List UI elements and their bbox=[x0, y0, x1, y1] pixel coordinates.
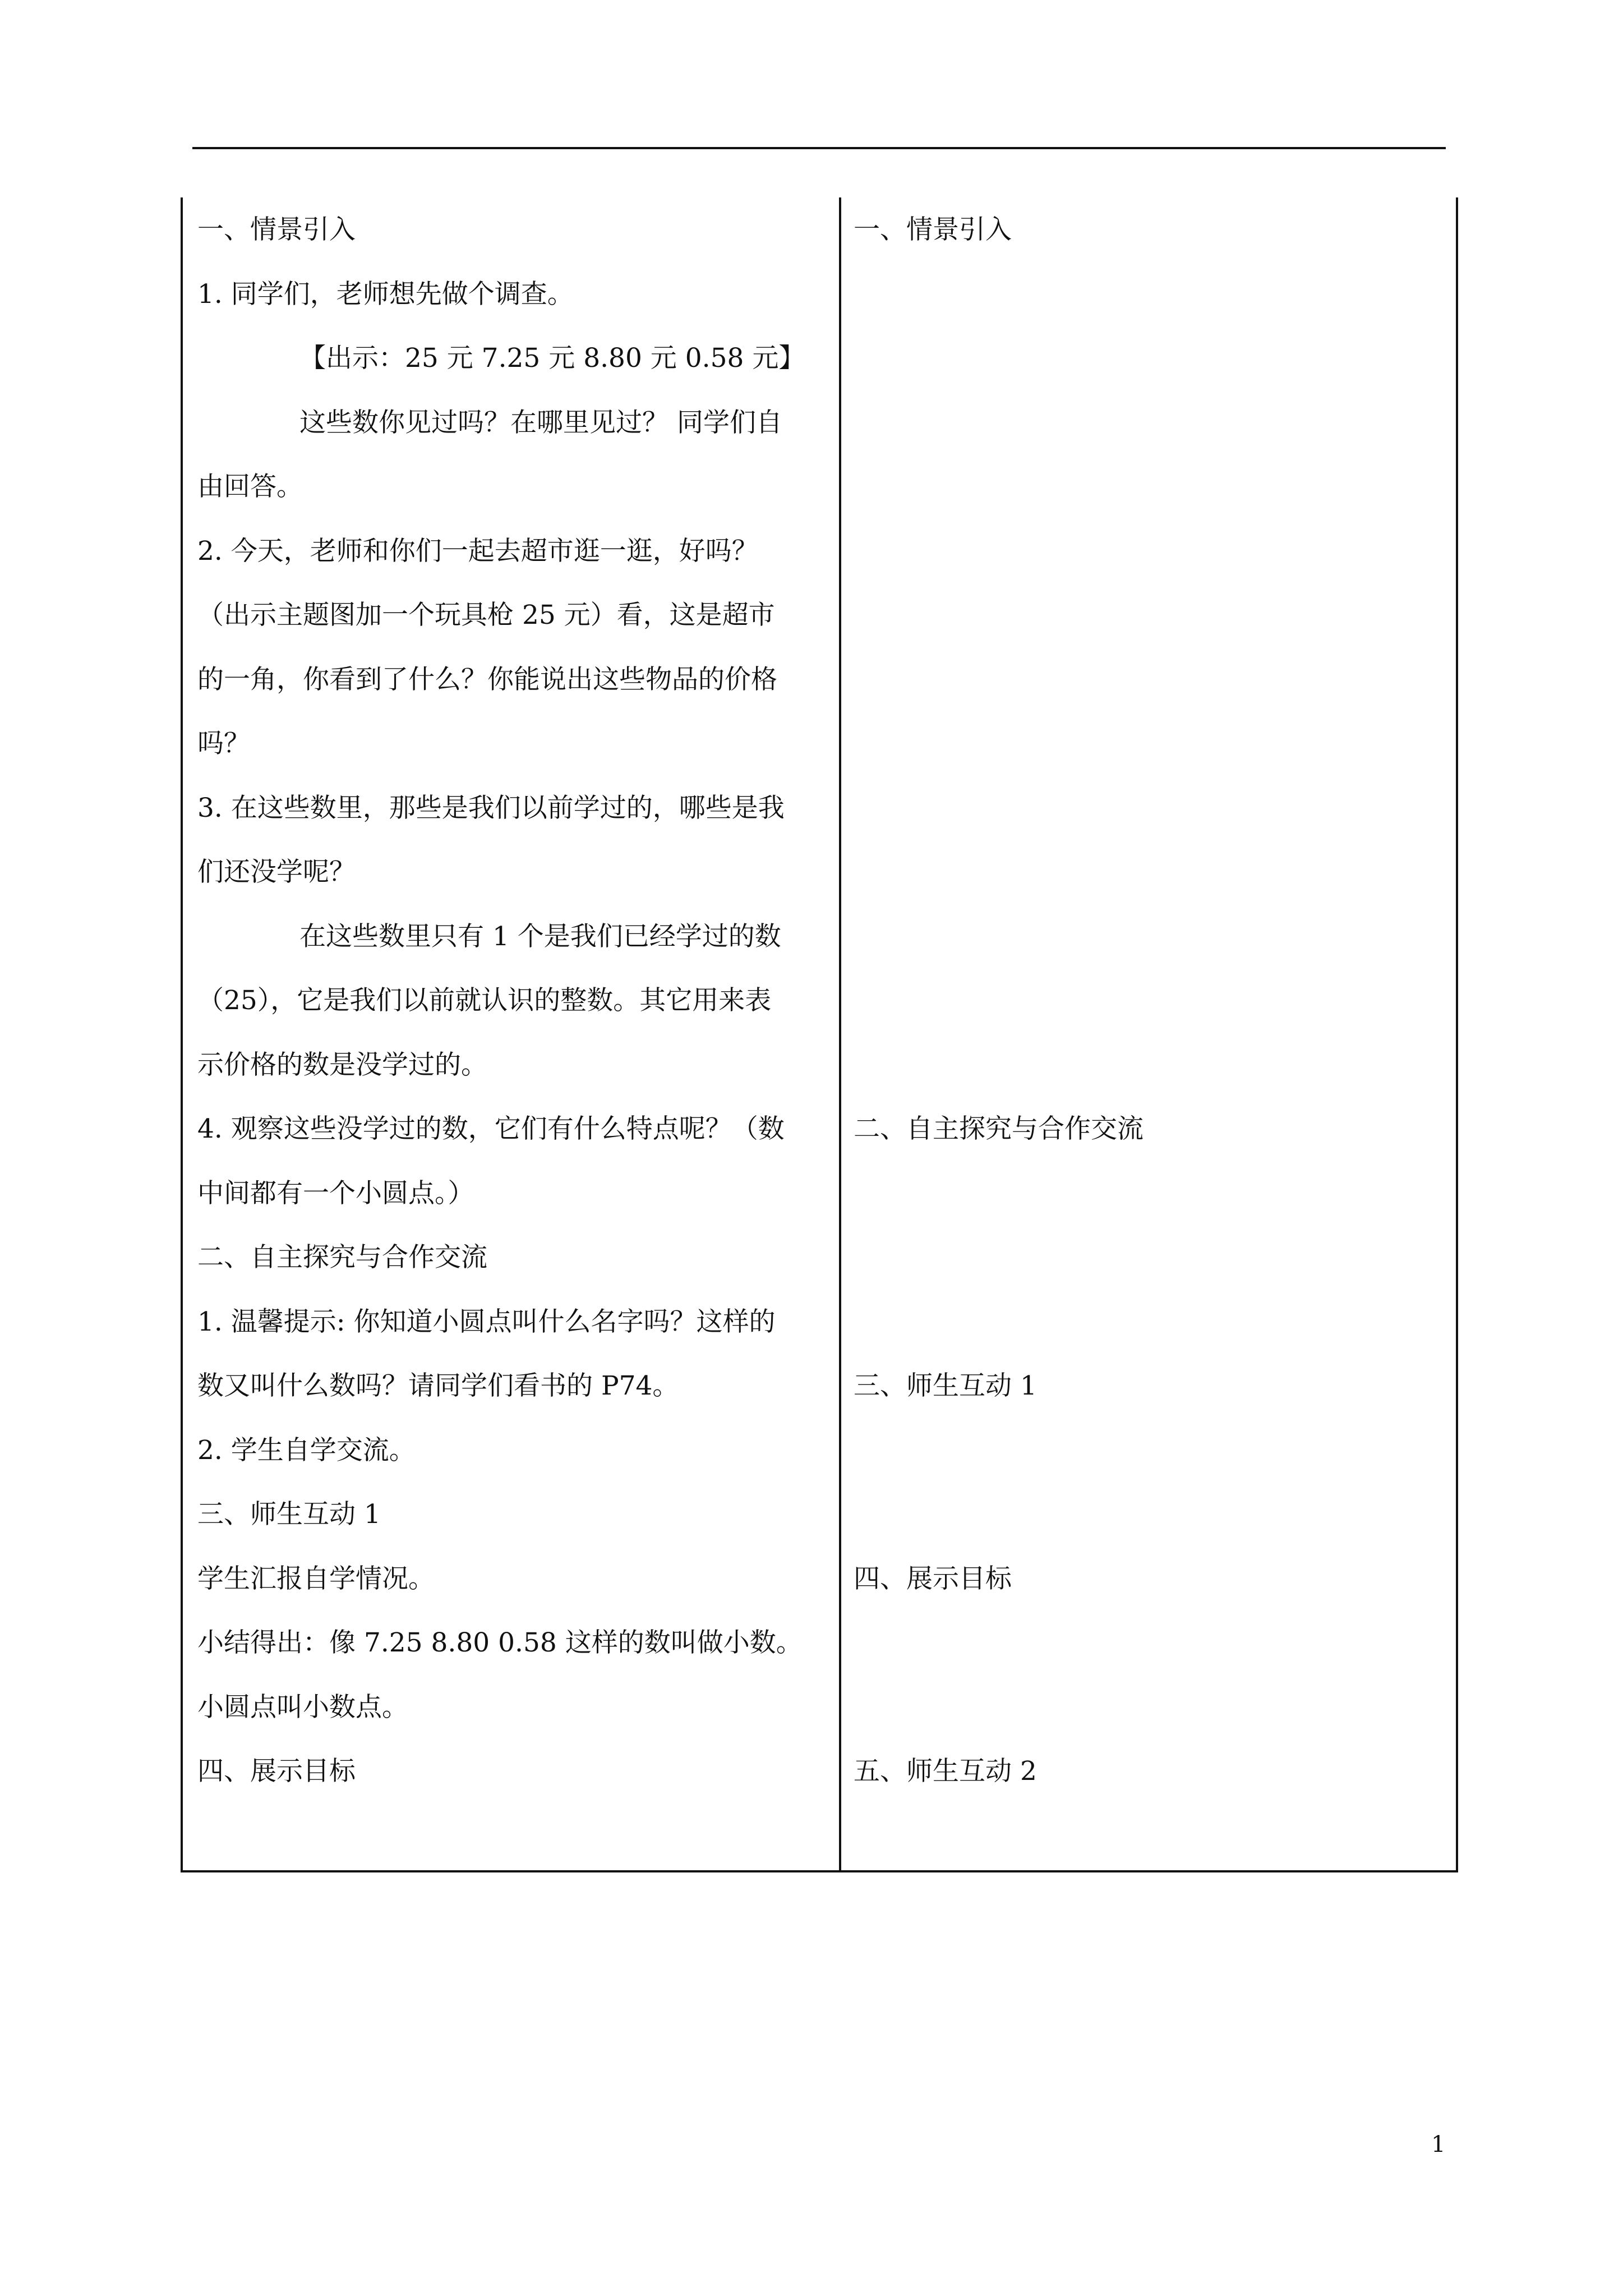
left-text-line: 1. 同学们，老师想先做个调查。 bbox=[197, 278, 574, 310]
left-text-line: 2. 学生自学交流。 bbox=[197, 1434, 416, 1466]
left-text-line: 3. 在这些数里，那些是我们以前学过的，哪些是我 bbox=[197, 792, 785, 823]
left-text-line: （25），它是我们以前就认识的整数。其它用来表 bbox=[197, 985, 772, 1016]
left-text-line: 2. 今天，老师和你们一起去超市逛一逛，好吗？ bbox=[197, 535, 758, 567]
left-text-line: 由回答。 bbox=[197, 471, 303, 502]
right-section-heading: 三、师生互动 1 bbox=[854, 1370, 1037, 1401]
left-text-line: 这些数你见过吗？在哪里见过？ 同学们自 bbox=[299, 407, 782, 438]
left-text-line: 4. 观察这些没学过的数，它们有什么特点呢？（数 bbox=[197, 1114, 785, 1144]
left-text-line: 一、情景引入 bbox=[197, 214, 356, 245]
left-text-line: 【出示：25 元 7.25 元 8.80 元 0.58 元】 bbox=[299, 343, 805, 374]
right-section-heading: 四、展示目标 bbox=[854, 1563, 1012, 1594]
left-text-line: 在这些数里只有 1 个是我们已经学过的数 bbox=[299, 921, 781, 952]
left-text-line: 小结得出：像 7.25 8.80 0.58 这样的数叫做小数。 bbox=[197, 1627, 803, 1658]
left-text-line: 三、师生互动 1 bbox=[197, 1499, 381, 1530]
left-text-line: 们还没学呢？ bbox=[197, 857, 356, 887]
left-text-line: 的一角，你看到了什么？你能说出这些物品的价格 bbox=[197, 664, 777, 695]
table-right-border bbox=[1456, 197, 1458, 1872]
lesson-table bbox=[181, 197, 1458, 1872]
left-text-line: 吗？ bbox=[197, 728, 250, 759]
right-section-heading: 二、自主探究与合作交流 bbox=[854, 1114, 1144, 1144]
right-section-heading: 五、师生互动 2 bbox=[854, 1756, 1037, 1787]
left-text-line: 四、展示目标 bbox=[197, 1756, 356, 1787]
table-left-border bbox=[181, 197, 183, 1872]
table-column-divider bbox=[839, 197, 841, 1872]
header-rule bbox=[192, 147, 1446, 149]
left-text-line: 1. 温馨提示: 你知道小圆点叫什么名字吗？这样的 bbox=[197, 1306, 776, 1337]
left-text-line: （出示主题图加一个玩具枪 25 元）看，这是超市 bbox=[197, 600, 775, 631]
left-text-line: 示价格的数是没学过的。 bbox=[197, 1049, 487, 1080]
page-number: 1 bbox=[1431, 2132, 1446, 2157]
left-text-line: 中间都有一个小圆点。） bbox=[197, 1177, 474, 1209]
right-section-heading: 一、情景引入 bbox=[854, 214, 1012, 245]
left-text-line: 二、自主探究与合作交流 bbox=[197, 1242, 487, 1273]
left-text-line: 学生汇报自学情况。 bbox=[197, 1563, 435, 1594]
table-bottom-border bbox=[181, 1870, 1458, 1872]
left-text-line: 数又叫什么数吗？请同学们看书的 P74。 bbox=[197, 1370, 679, 1401]
left-text-line: 小圆点叫小数点。 bbox=[197, 1691, 408, 1723]
